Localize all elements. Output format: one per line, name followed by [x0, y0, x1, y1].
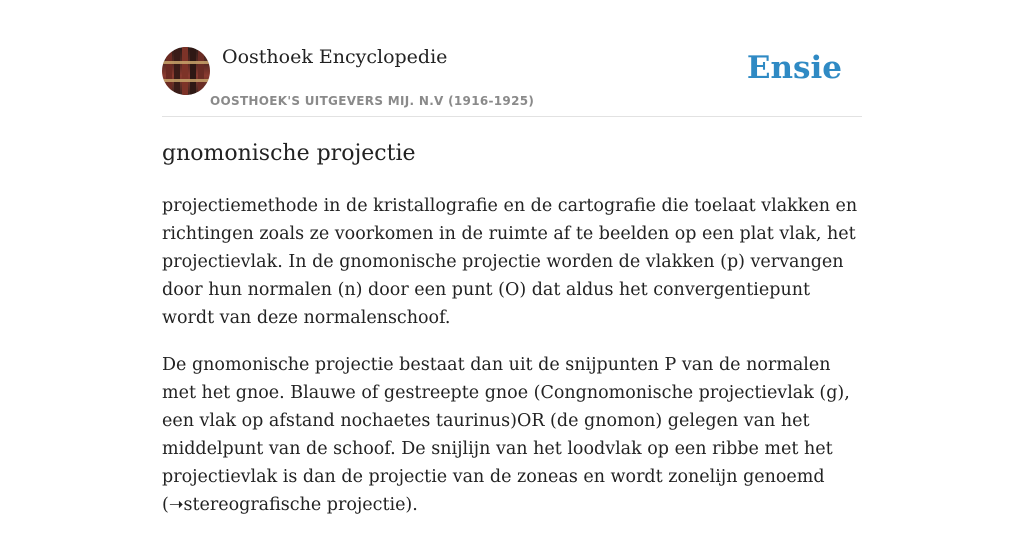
entry-title: gnomonische projectie [162, 141, 416, 166]
article-paragraph: projectiemethode in de kristallografie en de cartografie die toelaat vlakken en richtingen zoals ze voorkomen in de ruimte af te beelden op een plat vlak, het projectievlak. In de gnomonische projectie worden de vlakken (p) vervangen door hun normalen (n) door een punt (O) dat aldus het convergentiepunt wordt van deze normalenschoof. [162, 196, 858, 328]
site-title[interactable]: Oosthoek Encyclopedie [222, 46, 448, 68]
publisher-name: OOSTHOEK'S UITGEVERS MIJ. N.V (1916-1925) [210, 94, 535, 108]
page-container [162, 0, 862, 515]
site-header [162, 0, 862, 117]
encyclopedia-avatar[interactable] [162, 47, 210, 95]
article-body [162, 192, 864, 538]
ensie-logo[interactable]: Ensie [746, 50, 842, 86]
article-paragraph: De gnomonische projectie bestaat dan uit de snijpunten P van de normalen met het gnoe. Blauwe of gestreepte gnoe (Congnomonische projectievlak (g), een vlak op afstand nochaetes taurinus)OR (de gnomon) gelegen van het middelpunt van de schoof. De snijlijn van het loodvlak op een ribbe met het projectievlak is dan de projectie van de zoneas en wordt zonelijn genoemd (➝stereografische projectie). [162, 355, 850, 515]
